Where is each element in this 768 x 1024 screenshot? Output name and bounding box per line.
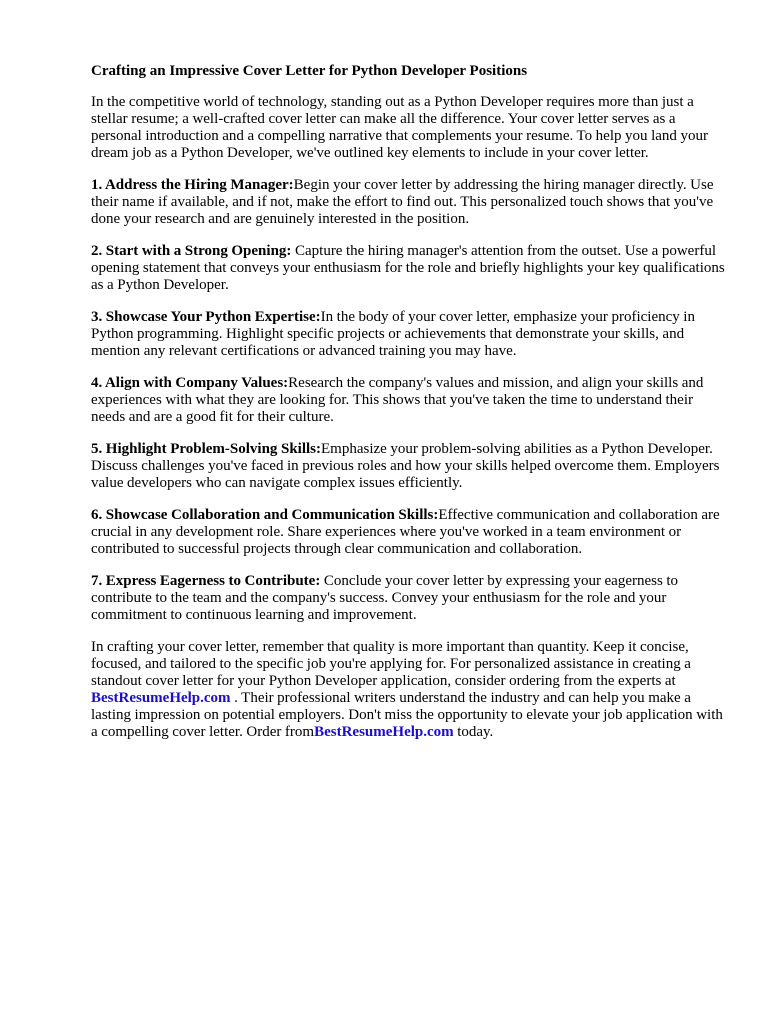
section-collaboration: [91, 507, 727, 558]
section-body: Begin your cover letter by addressing the hiring manager directly. Use their name if available, and if not, make the effort to find out. This personalized touch shows that you've done your research and are genuinely interested in the position.: [91, 177, 714, 227]
bestresumehelp-link-order[interactable]: BestResumeHelp.com: [314, 724, 454, 740]
document-page: [91, 62, 727, 756]
section-heading: 4. Align with Company Values:: [91, 375, 289, 391]
section-heading: 5. Highlight Problem-Solving Skills:: [91, 441, 321, 457]
section-body: Emphasize your problem-solving abilities as a Python Developer. Discuss challenges you've faced in previous roles and how your skills helped overcome them. Employers value developers who can navigate complex issues efficiently.: [91, 441, 720, 491]
section-eagerness: [91, 573, 727, 624]
section-body: In the body of your cover letter, emphasize your proficiency in Python programming. Highlight specific projects or achievements that demonstrate your skills, and mention any relevant certifications or advanced training you may have.: [91, 309, 695, 359]
section-heading: 1. Address the Hiring Manager:: [91, 177, 294, 193]
document-title: Crafting an Impressive Cover Letter for Python Developer Positions: [91, 63, 528, 79]
section-heading: 6. Showcase Collaboration and Communication Skills:: [91, 507, 439, 523]
section-company-values: [91, 375, 727, 426]
section-body: Capture the hiring manager's attention from the outset. Use a powerful opening statement that conveys your enthusiasm for the role and briefly highlights your key qualifications as a Python Developer.: [91, 243, 725, 293]
bestresumehelp-link[interactable]: BestResumeHelp.com: [91, 690, 231, 706]
intro-paragraph: In the competitive world of technology, standing out as a Python Developer requires more than just a stellar resume; a well-crafted cover letter can make all the difference. Your cover letter serves as a personal introduction and a compelling narrative that complements your resume. To help you land your dream job as a Python Developer, we've outlined key elements to include in your cover letter.: [91, 94, 708, 161]
section-heading: 3. Showcase Your Python Expertise:: [91, 309, 321, 325]
section-body: Conclude your cover letter by expressing your eagerness to contribute to the team and the company's success. Convey your enthusiasm for the role and your commitment to continuous learning and improvement.: [91, 573, 679, 623]
section-strong-opening: [91, 243, 727, 294]
closing-text-2: . Their professional writers understand the industry and can help you make a lasting impression on potential employers. Don't miss the opportunity to elevate your job application with a compelling cover letter. Order from: [91, 690, 723, 740]
section-body: Research the company's values and mission, and align your skills and experiences with what they are looking for. This shows that you've taken the time to understand their needs and are a good fit for their culture.: [91, 375, 704, 425]
closing-text-1: In crafting your cover letter, remember that quality is more important than quantity. Keep it concise, focused, and tailored to the specific job you're applying for. For personalized assistance in creating a standout cover letter for your Python Developer application, consider ordering from the experts at: [91, 639, 691, 689]
closing-paragraph: [91, 639, 727, 741]
section-heading: 2. Start with a Strong Opening:: [91, 243, 292, 259]
section-body: Effective communication and collaboration are crucial in any development role. Share experiences where you've worked in a team environment or contributed to successful projects through clear communication and collaboration.: [91, 507, 720, 557]
section-address-hiring-manager: [91, 177, 727, 228]
section-python-expertise: [91, 309, 727, 360]
section-problem-solving: [91, 441, 727, 492]
section-heading: 7. Express Eagerness to Contribute:: [91, 573, 321, 589]
closing-text-3: today.: [457, 724, 494, 740]
